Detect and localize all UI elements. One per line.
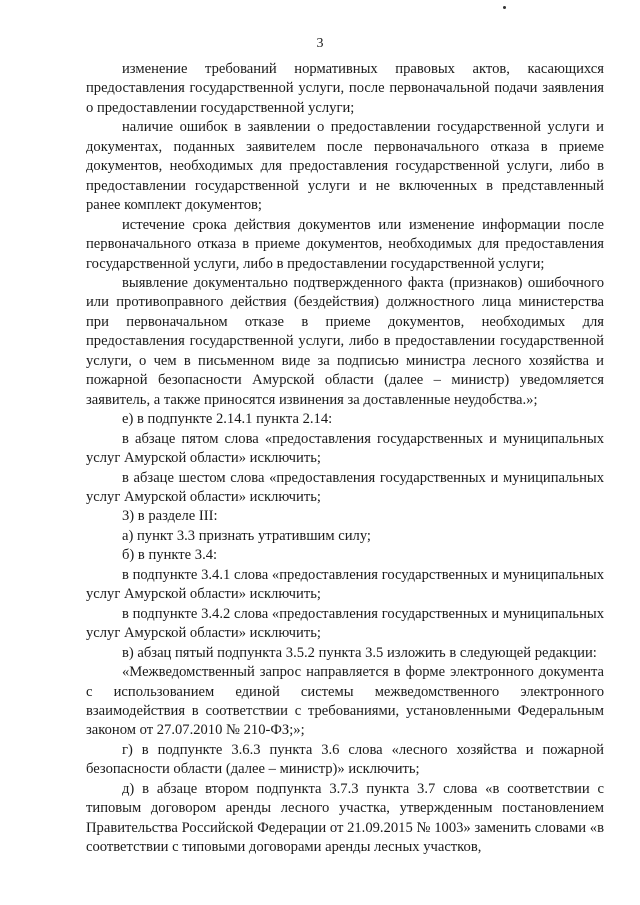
paragraph: в абзаце шестом слова «предоставления государственных и муниципальных услуг Амурской области» исключить;	[86, 469, 604, 505]
paragraph: «Межведомственный запрос направляется в форме электронного документа с использованием единой системы межведомственного электронного взаимодействия в соответствии с требованиями, установленными Федеральным законом от 27.07.2010 № 210-ФЗ;»;	[86, 664, 604, 739]
paragraph: истечение срока действия документов или изменение информации после первоначального отказа в приеме документов, необходимых для предоставления государственной услуги, либо в предоставлении государственной услуги;	[86, 216, 604, 272]
document-body	[86, 60, 604, 858]
paragraph: выявление документально подтвержденного факта (признаков) ошибочного или противоправного действия (бездействия) должностного лица министерства при первоначальном отказе в приеме документов, необходимых для предоставления государственной услуги, либо в предоставлении государственной услуги, о чем в письменном виде за подписью министра лесного хозяйства и пожарной безопасности Амурской области (далее – министр) уведомляется заявитель, а также приносятся извинения за доставленные неудобства.»;	[86, 274, 604, 408]
paragraph: в подпункте 3.4.2 слова «предоставления государственных и муниципальных услуг Амурской области» исключить;	[86, 605, 604, 642]
paragraph: изменение требований нормативных правовых актов, касающихся предоставления государственной услуги, после первоначальной подачи заявления о предоставлении государственной услуги;	[86, 61, 604, 116]
paragraph: д) в абзаце втором подпункта 3.7.3 пункта 3.7 слова «в соответствии с типовым договором аренды лесного участка, утвержденным постановлением Правительства Российской Федерации от 21.09.2015 № 1003» заменить словами «в соответствии с типовыми договорами аренды лесных участков,	[86, 780, 604, 856]
paragraph: е) в подпункте 2.14.1 пункта 2.14:	[122, 411, 333, 428]
paragraph: в) абзац пятый подпункта 3.5.2 пункта 3.5 изложить в следующей редакции:	[122, 644, 597, 661]
page-number: 3	[316, 36, 324, 51]
paragraph: б) в пункте 3.4:	[122, 547, 218, 564]
scan-artifact-dot	[503, 6, 506, 9]
paragraph: в подпункте 3.4.1 слова «предоставления государственных и муниципальных услуг Амурской области» исключить;	[86, 566, 604, 603]
paragraph: в абзаце пятом слова «предоставления государственных и муниципальных услуг Амурской области» исключить;	[86, 430, 604, 467]
paragraph: г) в подпункте 3.6.3 пункта 3.6 слова «лесного хозяйства и пожарной безопасности области (далее – министр)» исключить;	[86, 741, 604, 778]
paragraph: наличие ошибок в заявлении о предоставлении государственной услуги и документах, поданных заявителем после первоначального отказа в приеме документов, необходимых для предоставления государственной услуги, либо в предоставлении государственной услуги и не включенных в представленный ранее комплект документов;	[86, 119, 604, 214]
paragraph: а) пункт 3.3 признать утратившим силу;	[122, 527, 371, 544]
paragraph: 3) в разделе III:	[122, 508, 218, 525]
